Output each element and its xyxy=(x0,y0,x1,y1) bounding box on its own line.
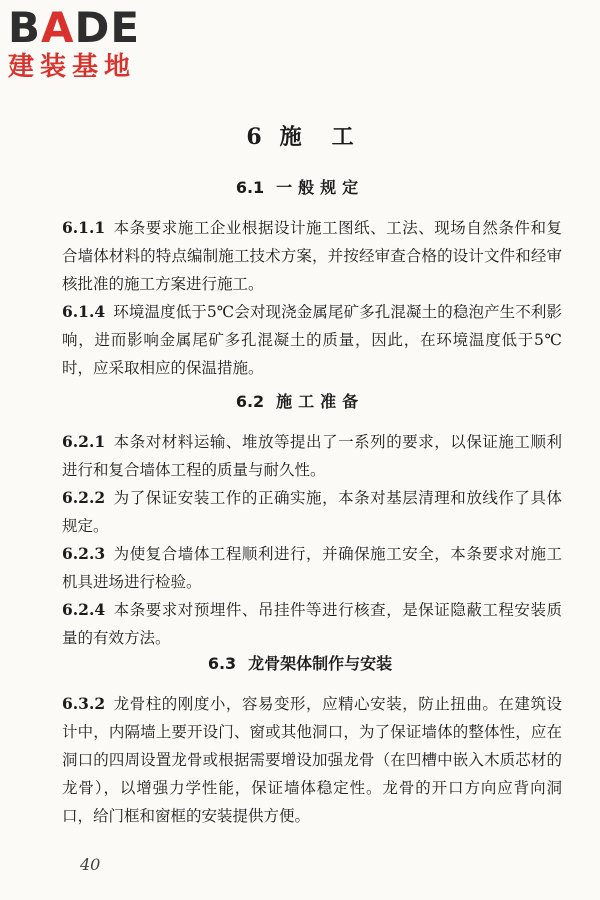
paragraph-number: 6.3.2 xyxy=(62,694,106,713)
section-heading-6-2 xyxy=(0,390,600,414)
section-heading-6-1 xyxy=(0,176,600,200)
chapter-number: 6 xyxy=(246,124,262,150)
paragraph-6-1-4 xyxy=(62,298,562,382)
paragraph-text: 为了保证安装工作的正确实施，本条对基层清理和放线作了具体规定。 xyxy=(62,489,562,535)
chapter-heading xyxy=(0,122,600,152)
logo-letters-de: DE xyxy=(74,3,141,52)
logo-letter-a: A xyxy=(41,3,75,52)
paragraph-6-2-3 xyxy=(62,540,562,596)
paragraph-text: 本条对材料运输、堆放等提出了一系列的要求，以保证施工顺利进行和复合墙体工程的质量与耐久性。 xyxy=(62,433,562,479)
logo-letter-b: B xyxy=(8,3,42,52)
paragraph-6-1-1 xyxy=(62,214,562,298)
section-title: 龙骨架体制作与安装 xyxy=(248,654,393,673)
paragraph-6-2-2 xyxy=(62,484,562,540)
page-number: 40 xyxy=(80,855,101,874)
logo-wordmark xyxy=(8,3,188,52)
paragraph-text: 本条要求施工企业根据设计施工图纸、工法、现场自然条件和复合墙体材料的特点编制施工技术方案，并按经审查合格的设计文件和经审核批准的施工方案进行施工。 xyxy=(62,219,562,293)
chapter-title: 施工 xyxy=(279,124,384,150)
section-heading-6-3 xyxy=(0,652,600,676)
paragraph-number: 6.2.4 xyxy=(62,600,106,619)
section-title: 一般规定 xyxy=(276,178,365,197)
paragraph-text: 龙骨柱的刚度小，容易变形，应精心安装，防止扭曲。在建筑设计中，内隔墙上要开设门、窗或其他洞口，为了保证墙体的整体性，应在洞口的四周设置龙骨或根据需要增设加强龙骨（在凹槽中嵌入木质芯材的龙骨），以增强力学性能，保证墙体稳定性。龙骨的开口方向应背向洞口，给门框和窗框的安装提供方便。 xyxy=(62,695,562,825)
paragraph-text: 环境温度低于5℃会对现浇金属尾矿多孔混凝土的稳泡产生不利影响，进而影响金属尾矿多孔混凝土的质量，因此，在环境温度低于5℃时，应采取相应的保温措施。 xyxy=(62,303,562,377)
paragraph-number: 6.1.4 xyxy=(62,302,106,321)
brand-logo xyxy=(8,3,188,82)
section-number: 6.3 xyxy=(207,654,237,673)
paragraph-text: 为使复合墙体工程顺利进行，并确保施工安全，本条要求对施工机具进场进行检验。 xyxy=(62,545,562,591)
paragraph-number: 6.2.1 xyxy=(62,432,106,451)
paragraph-text: 本条要求对预埋件、吊挂件等进行核查，是保证隐蔽工程安装质量的有效方法。 xyxy=(62,601,562,647)
paragraph-6-2-1 xyxy=(62,428,562,484)
paragraph-number: 6.2.2 xyxy=(62,488,106,507)
section-number: 6.2 xyxy=(235,392,265,411)
paragraph-number: 6.2.3 xyxy=(62,544,106,563)
paragraph-number: 6.1.1 xyxy=(62,218,106,237)
section-title: 施工准备 xyxy=(276,392,365,411)
paragraph-6-2-4 xyxy=(62,596,562,652)
logo-subtitle: 建装基地 xyxy=(8,52,137,82)
paragraph-6-3-2 xyxy=(62,690,562,830)
section-number: 6.1 xyxy=(235,178,265,197)
